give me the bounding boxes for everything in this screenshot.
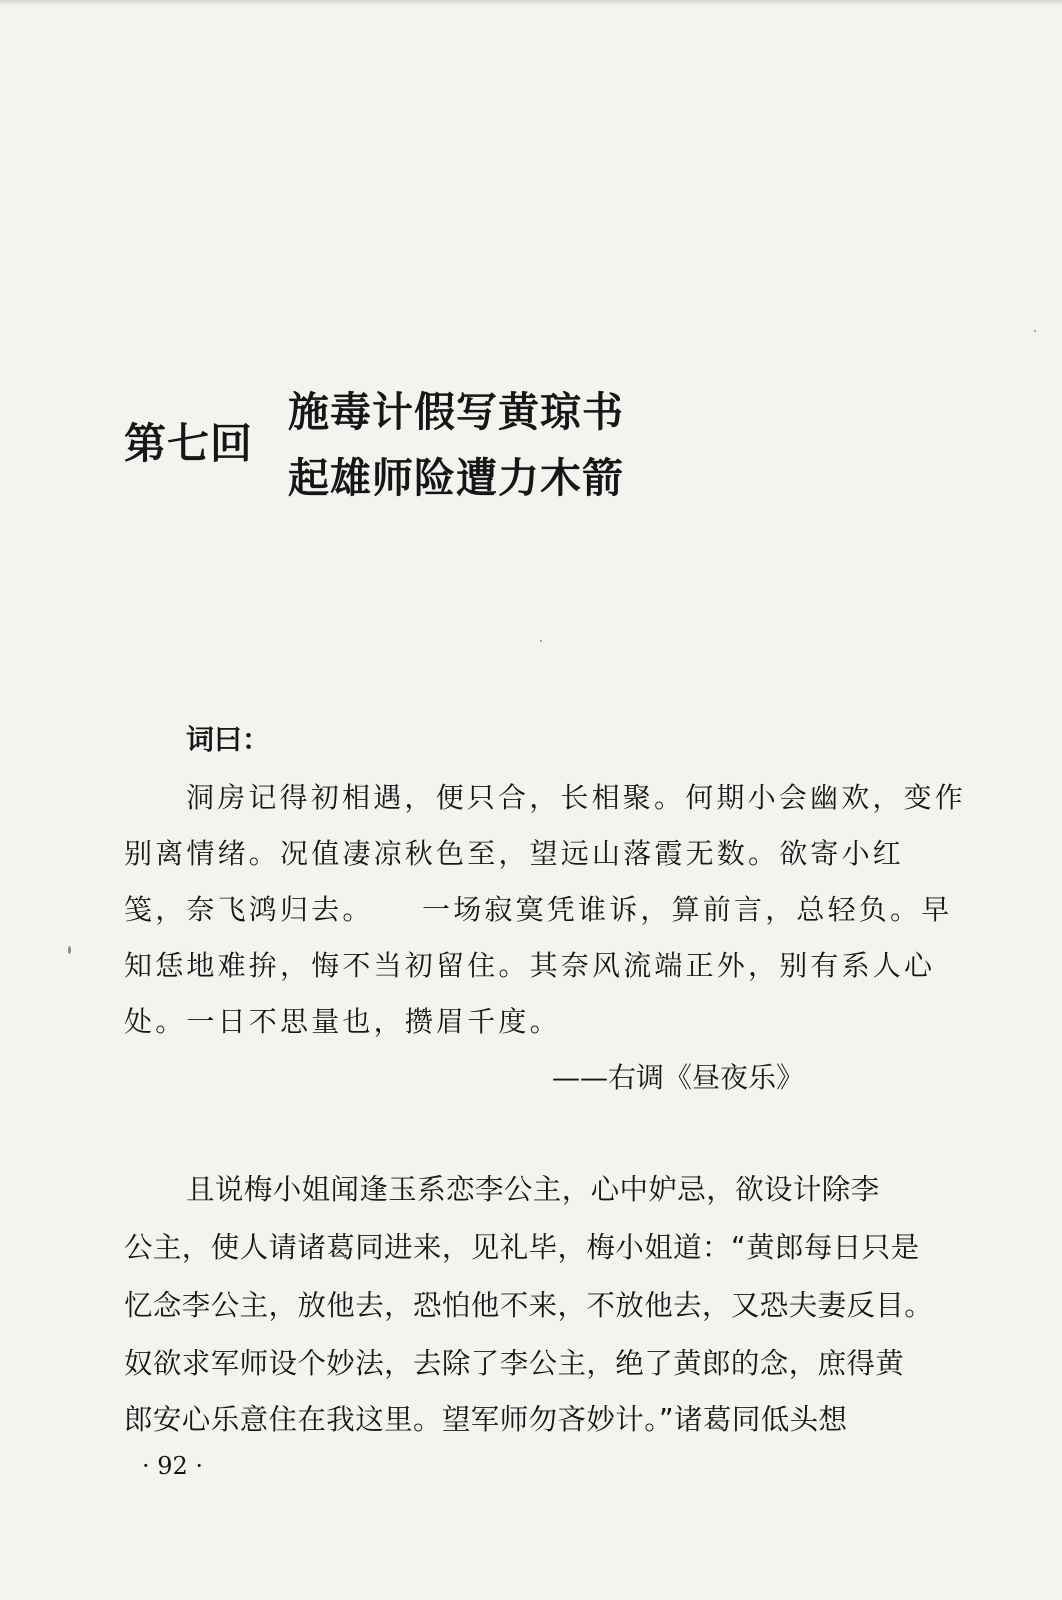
- chapter-title-line-1: 施毒计假写黄琼书: [288, 388, 624, 436]
- chapter-heading: [0, 0, 1062, 560]
- body-text-line: 忆念李公主，放他去，恐怕他不来，不放他去，又恐夫妻反目。: [124, 1289, 934, 1322]
- body-text-line: 公主，使人请诸葛同进来，见礼毕，梅小姐道：“黄郎每日只是: [124, 1231, 920, 1264]
- body-text-line: 郎安心乐意住在我这里。望军师勿吝妙计。”诸葛同低头想: [124, 1403, 848, 1436]
- page-number: · 92 ·: [142, 1452, 204, 1480]
- poem-line: 处。一日不思量也，攒眉千度。: [124, 1005, 561, 1038]
- poem-line: 笺，奈飞鸿归去。 一场寂寞凭谁诉，算前言，总轻负。早: [124, 893, 953, 926]
- chapter-title-line-2: 起雄师险遭力木箭: [288, 454, 624, 502]
- body-text-line: 且说梅小姐闻逢玉系恋李公主，心中妒忌，欲设计除李: [186, 1173, 880, 1206]
- poem-line: 别离情绪。况值凄凉秋色至，望远山落霞无数。欲寄小红: [124, 837, 905, 870]
- print-speck: [68, 946, 71, 954]
- print-speck: [1034, 330, 1036, 332]
- body-text-line: 奴欲求军师设个妙法，去除了李公主，绝了黄郎的念，庶得黄: [124, 1347, 905, 1380]
- print-speck: [540, 640, 542, 642]
- poem-line: 知恁地难拚，悔不当初留住。其奈风流端正外，别有系人心: [124, 949, 936, 982]
- poem-intro: 词曰：: [186, 723, 271, 756]
- poem-line: 洞房记得初相遇，便只合，长相聚。何期小会幽欢，变作: [186, 781, 967, 814]
- poem-attribution: ——右调《昼夜乐》: [552, 1061, 805, 1094]
- chapter-number: 第七回: [124, 419, 254, 468]
